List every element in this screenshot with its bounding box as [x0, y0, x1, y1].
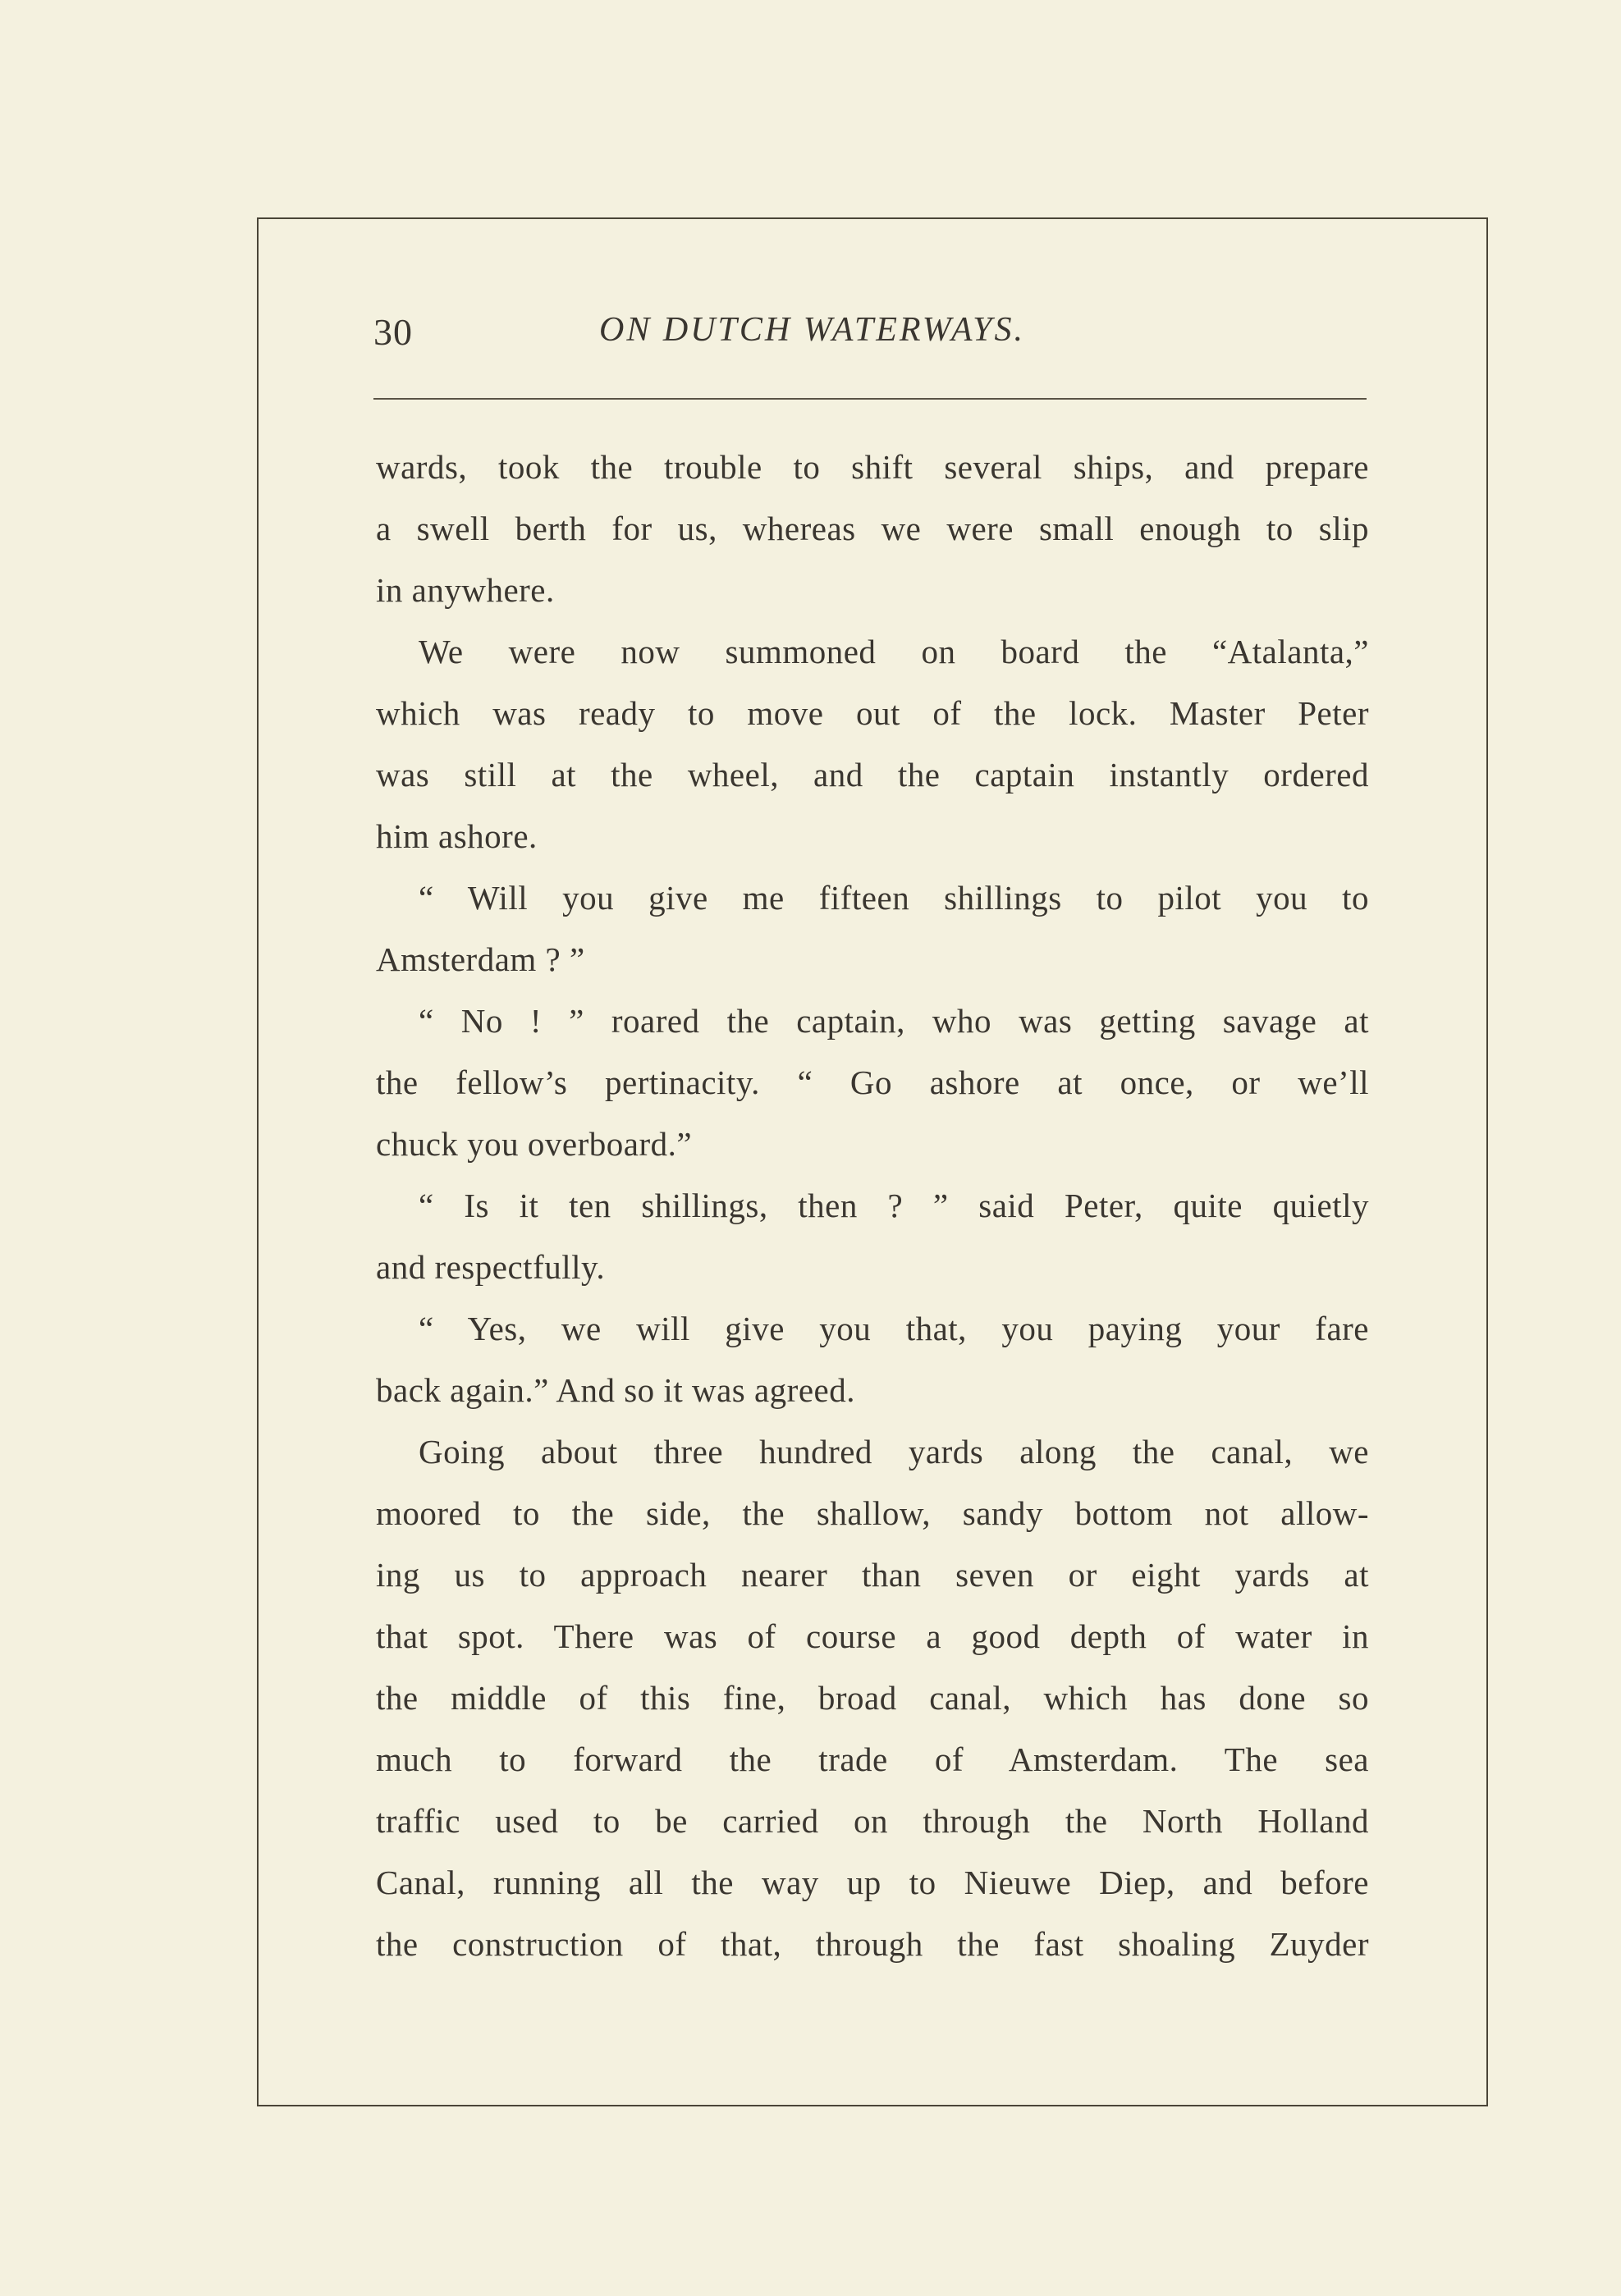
text-line: ing us to approach nearer than seven or eight yards at [376, 1556, 1369, 1594]
text-line: Going about three hundred yards along the canal, we [419, 1433, 1369, 1470]
page-number: 30 [373, 311, 413, 353]
text-line: and respectfully. [376, 1248, 606, 1286]
text-line: wards, took the trouble to shift several ships, and prepare [376, 448, 1369, 486]
text-line: “ Will you give me fifteen shillings to pilot you to [419, 879, 1369, 917]
running-head: ON DUTCH WATERWAYS. [599, 311, 1026, 349]
text-line: him ashore. [376, 817, 538, 855]
frame-right-rule [1486, 217, 1488, 2106]
header-rule [373, 398, 1367, 400]
text-line: “ Is it ten shillings, then ? ” said Peter, quite quietly [419, 1187, 1369, 1224]
text-line: a swell berth for us, whereas we were small enough to slip [376, 510, 1369, 547]
text-line: moored to the side, the shallow, sandy bottom not allow- [376, 1494, 1369, 1532]
text-line: Amsterdam ? ” [376, 940, 585, 978]
text-line: in anywhere. [376, 571, 555, 609]
text-line: We were now summoned on board the “Atalanta,” [419, 633, 1369, 670]
frame-top-rule [257, 217, 1488, 219]
text-line: which was ready to move out of the lock. Master Peter [376, 694, 1369, 732]
text-line: the construction of that, through the fast shoaling Zuyder [376, 1925, 1369, 1963]
text-line: was still at the wheel, and the captain instantly ordered [376, 756, 1369, 794]
text-line: the middle of this fine, broad canal, which has done so [376, 1679, 1369, 1717]
text-line: that spot. There was of course a good depth of water in [376, 1617, 1369, 1655]
text-line: “ Yes, we will give you that, you paying your fare [419, 1310, 1369, 1347]
frame-bottom-rule [257, 2105, 1488, 2106]
text-line: chuck you overboard.” [376, 1125, 693, 1163]
text-line: much to forward the trade of Amsterdam. The sea [376, 1740, 1369, 1778]
text-line: the fellow’s pertinacity. “ Go ashore at once, or we’ll [376, 1063, 1369, 1101]
text-line: traffic used to be carried on through the North Holland [376, 1802, 1369, 1840]
frame-left-rule [257, 217, 259, 2106]
text-line: Canal, running all the way up to Nieuwe Diep, and before [376, 1864, 1369, 1901]
text-line: back again.” And so it was agreed. [376, 1371, 855, 1409]
page-header [373, 310, 1371, 376]
body-text [376, 437, 1369, 1975]
text-line: “ No ! ” roared the captain, who was getting savage at [419, 1002, 1369, 1040]
